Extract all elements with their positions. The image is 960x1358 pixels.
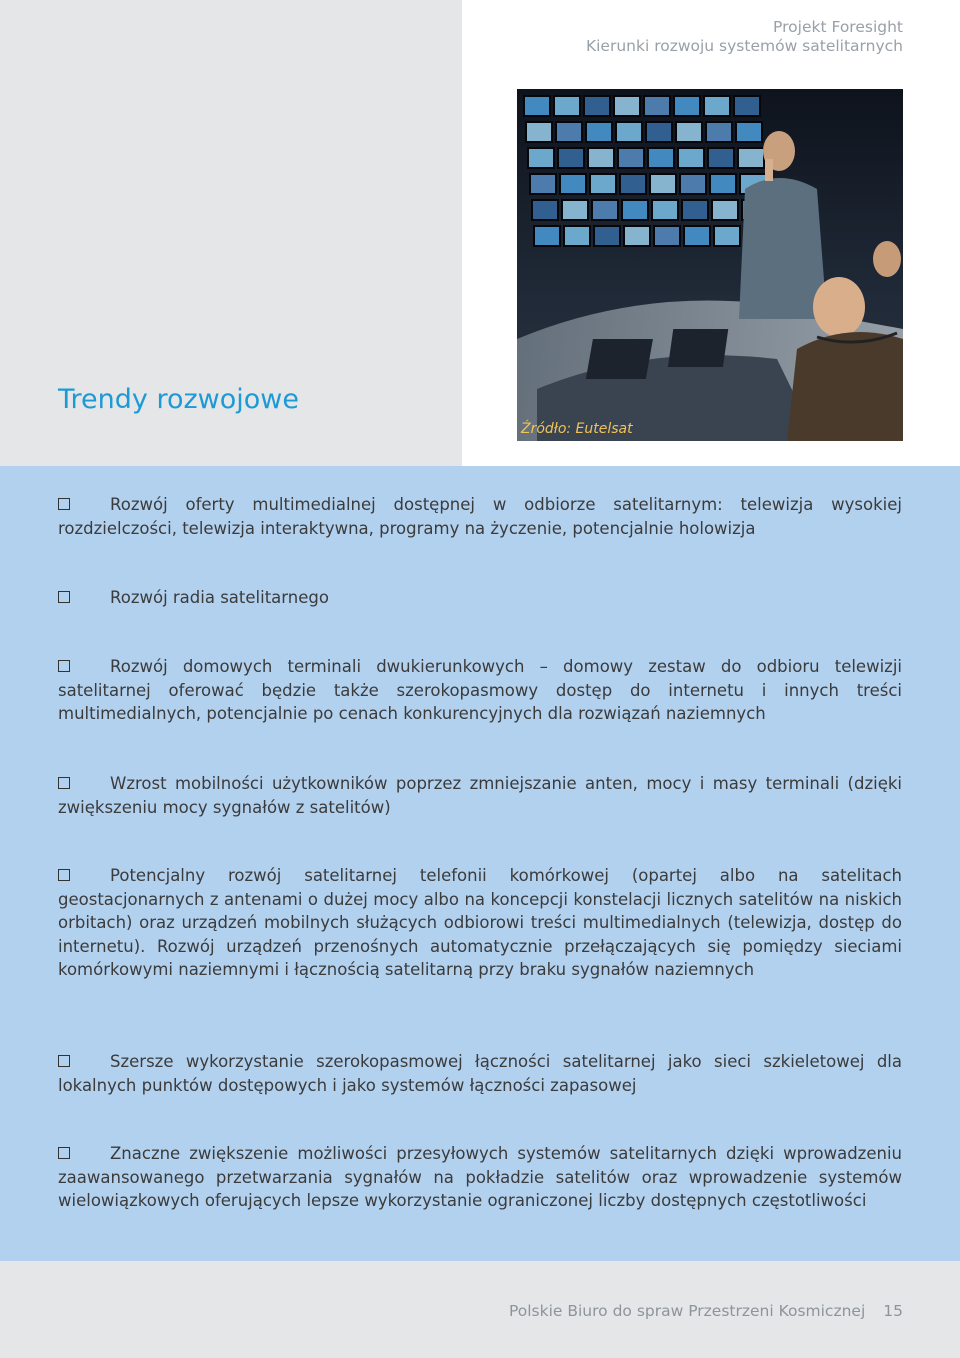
checkbox-icon	[58, 660, 70, 672]
page-number: 15	[883, 1302, 903, 1320]
monitor-screen	[705, 97, 729, 115]
monitor-screen	[707, 123, 731, 141]
checkbox-icon	[58, 777, 70, 789]
monitor-screen	[711, 175, 735, 193]
trend-item	[58, 1142, 902, 1213]
monitor-screen	[677, 123, 701, 141]
running-header	[586, 18, 903, 56]
trend-text: Potencjalny rozwój satelitarnej telefonii komórkowej (opartej albo na satelitach geostacjonarnych z antenami o dużej mocy albo na koncepcji konstelacji licznych satelitów na niskich orbitach) oraz urządzeń mobilnych służących odbiorowi treści multimedialnych (telewizja, dostęp do internetu). Rozwój urządzeń przenośnych automatycznie przełączających się pomiędzy sieciami komórkowymi naziemnymi i łącznością satelitarną przy braku sygnałów naziemnych	[58, 866, 902, 979]
checkbox-icon	[58, 869, 70, 881]
monitor-screen	[593, 201, 617, 219]
monitor-screen	[557, 123, 581, 141]
monitor-screen	[527, 123, 551, 141]
trend-text: Znaczne zwiększenie możliwości przesyłowych systemów satelitarnych dzięki wprowadzeniu zaawansowanego przetwarzania sygnałów na pokładzie satelitów oraz wprowadzenie systemów wielowiązkowych oferujących lepsze wykorzystanie ograniczonej liczby dostępnych częstotliwości	[58, 1144, 902, 1210]
section-title: Trendy rozwojowe	[58, 384, 299, 415]
monitor-screen	[647, 123, 671, 141]
monitor-screen	[619, 149, 643, 167]
trend-item	[58, 772, 902, 819]
monitor-screen	[561, 175, 585, 193]
monitor-screen	[679, 149, 703, 167]
trend-item	[58, 1050, 902, 1097]
header-subtitle: Kierunki rozwoju systemów satelitarnych	[585, 37, 903, 55]
photo-illustration	[517, 89, 903, 441]
monitor-screen	[715, 227, 739, 245]
monitor-screen	[587, 123, 611, 141]
monitor-screen	[681, 175, 705, 193]
monitor-screen	[617, 123, 641, 141]
monitor-screen	[621, 175, 645, 193]
monitor-screen	[653, 201, 677, 219]
monitor-screen	[615, 97, 639, 115]
monitor-screen	[709, 149, 733, 167]
trend-text: Rozwój radia satelitarnego	[110, 588, 329, 607]
monitor-screen	[683, 201, 707, 219]
monitor-screen	[533, 201, 557, 219]
trend-text: Rozwój domowych terminali dwukierunkowych – domowy zestaw do odbioru telewizji satelitarnej oferować będzie także szerokopasmowy dostęp do internetu i innych treści multimedialnych, potencjalnie po cenach konkurencyjnych dla rozwiązań naziemnych	[58, 657, 902, 723]
monitor-screen	[531, 175, 555, 193]
checkbox-icon	[58, 498, 70, 510]
monitor-screen	[655, 227, 679, 245]
trend-text: Wzrost mobilności użytkowników poprzez zmniejszanie anten, mocy i masy terminali (dzięki zwiększeniu mocy sygnałów z satelitów)	[58, 774, 902, 817]
trend-text: Rozwój oferty multimedialnej dostępnej w odbiorze satelitarnym: telewizja wysokiej rozdzielczości, telewizja interaktywna, programy na życzenie, potencjalnie holowizja	[58, 495, 902, 538]
trend-item	[58, 586, 902, 610]
monitor-screen	[595, 227, 619, 245]
monitor-screen	[563, 201, 587, 219]
monitor-screen	[565, 227, 589, 245]
page-footer	[509, 1302, 903, 1320]
checkbox-icon	[58, 1147, 70, 1159]
monitor-screen	[559, 149, 583, 167]
monitor-screen	[739, 149, 763, 167]
footer-organization: Polskie Biuro do spraw Przestrzeni Kosmicznej	[508, 1302, 866, 1320]
trend-item	[58, 864, 902, 982]
header-project: Projekt Foresight	[773, 18, 903, 36]
monitor-screen	[623, 201, 647, 219]
monitor-screen	[529, 149, 553, 167]
monitor-screen	[525, 97, 549, 115]
monitor-screen	[651, 175, 675, 193]
trend-item	[58, 493, 902, 540]
monitor-screen	[649, 149, 673, 167]
monitor-screen	[685, 227, 709, 245]
monitor-screen	[735, 97, 759, 115]
monitor-screen	[589, 149, 613, 167]
monitor-screen	[585, 97, 609, 115]
monitor-screen	[737, 123, 761, 141]
monitor-screen	[591, 175, 615, 193]
checkbox-icon	[58, 591, 70, 603]
monitor-screen	[625, 227, 649, 245]
monitor-screen	[713, 201, 737, 219]
monitor-screen	[555, 97, 579, 115]
monitor-screen	[675, 97, 699, 115]
photo-credit: Źródło: Eutelsat	[521, 421, 633, 437]
checkbox-icon	[58, 1055, 70, 1067]
trend-item	[58, 655, 902, 726]
monitor-screen	[645, 97, 669, 115]
monitor-screen	[535, 227, 559, 245]
control-room-photo	[517, 89, 903, 441]
trend-text: Szersze wykorzystanie szerokopasmowej łączności satelitarnej jako sieci szkieletowej dla lokalnych punktów dostępowych i jako systemów łączności zapasowej	[58, 1052, 902, 1095]
